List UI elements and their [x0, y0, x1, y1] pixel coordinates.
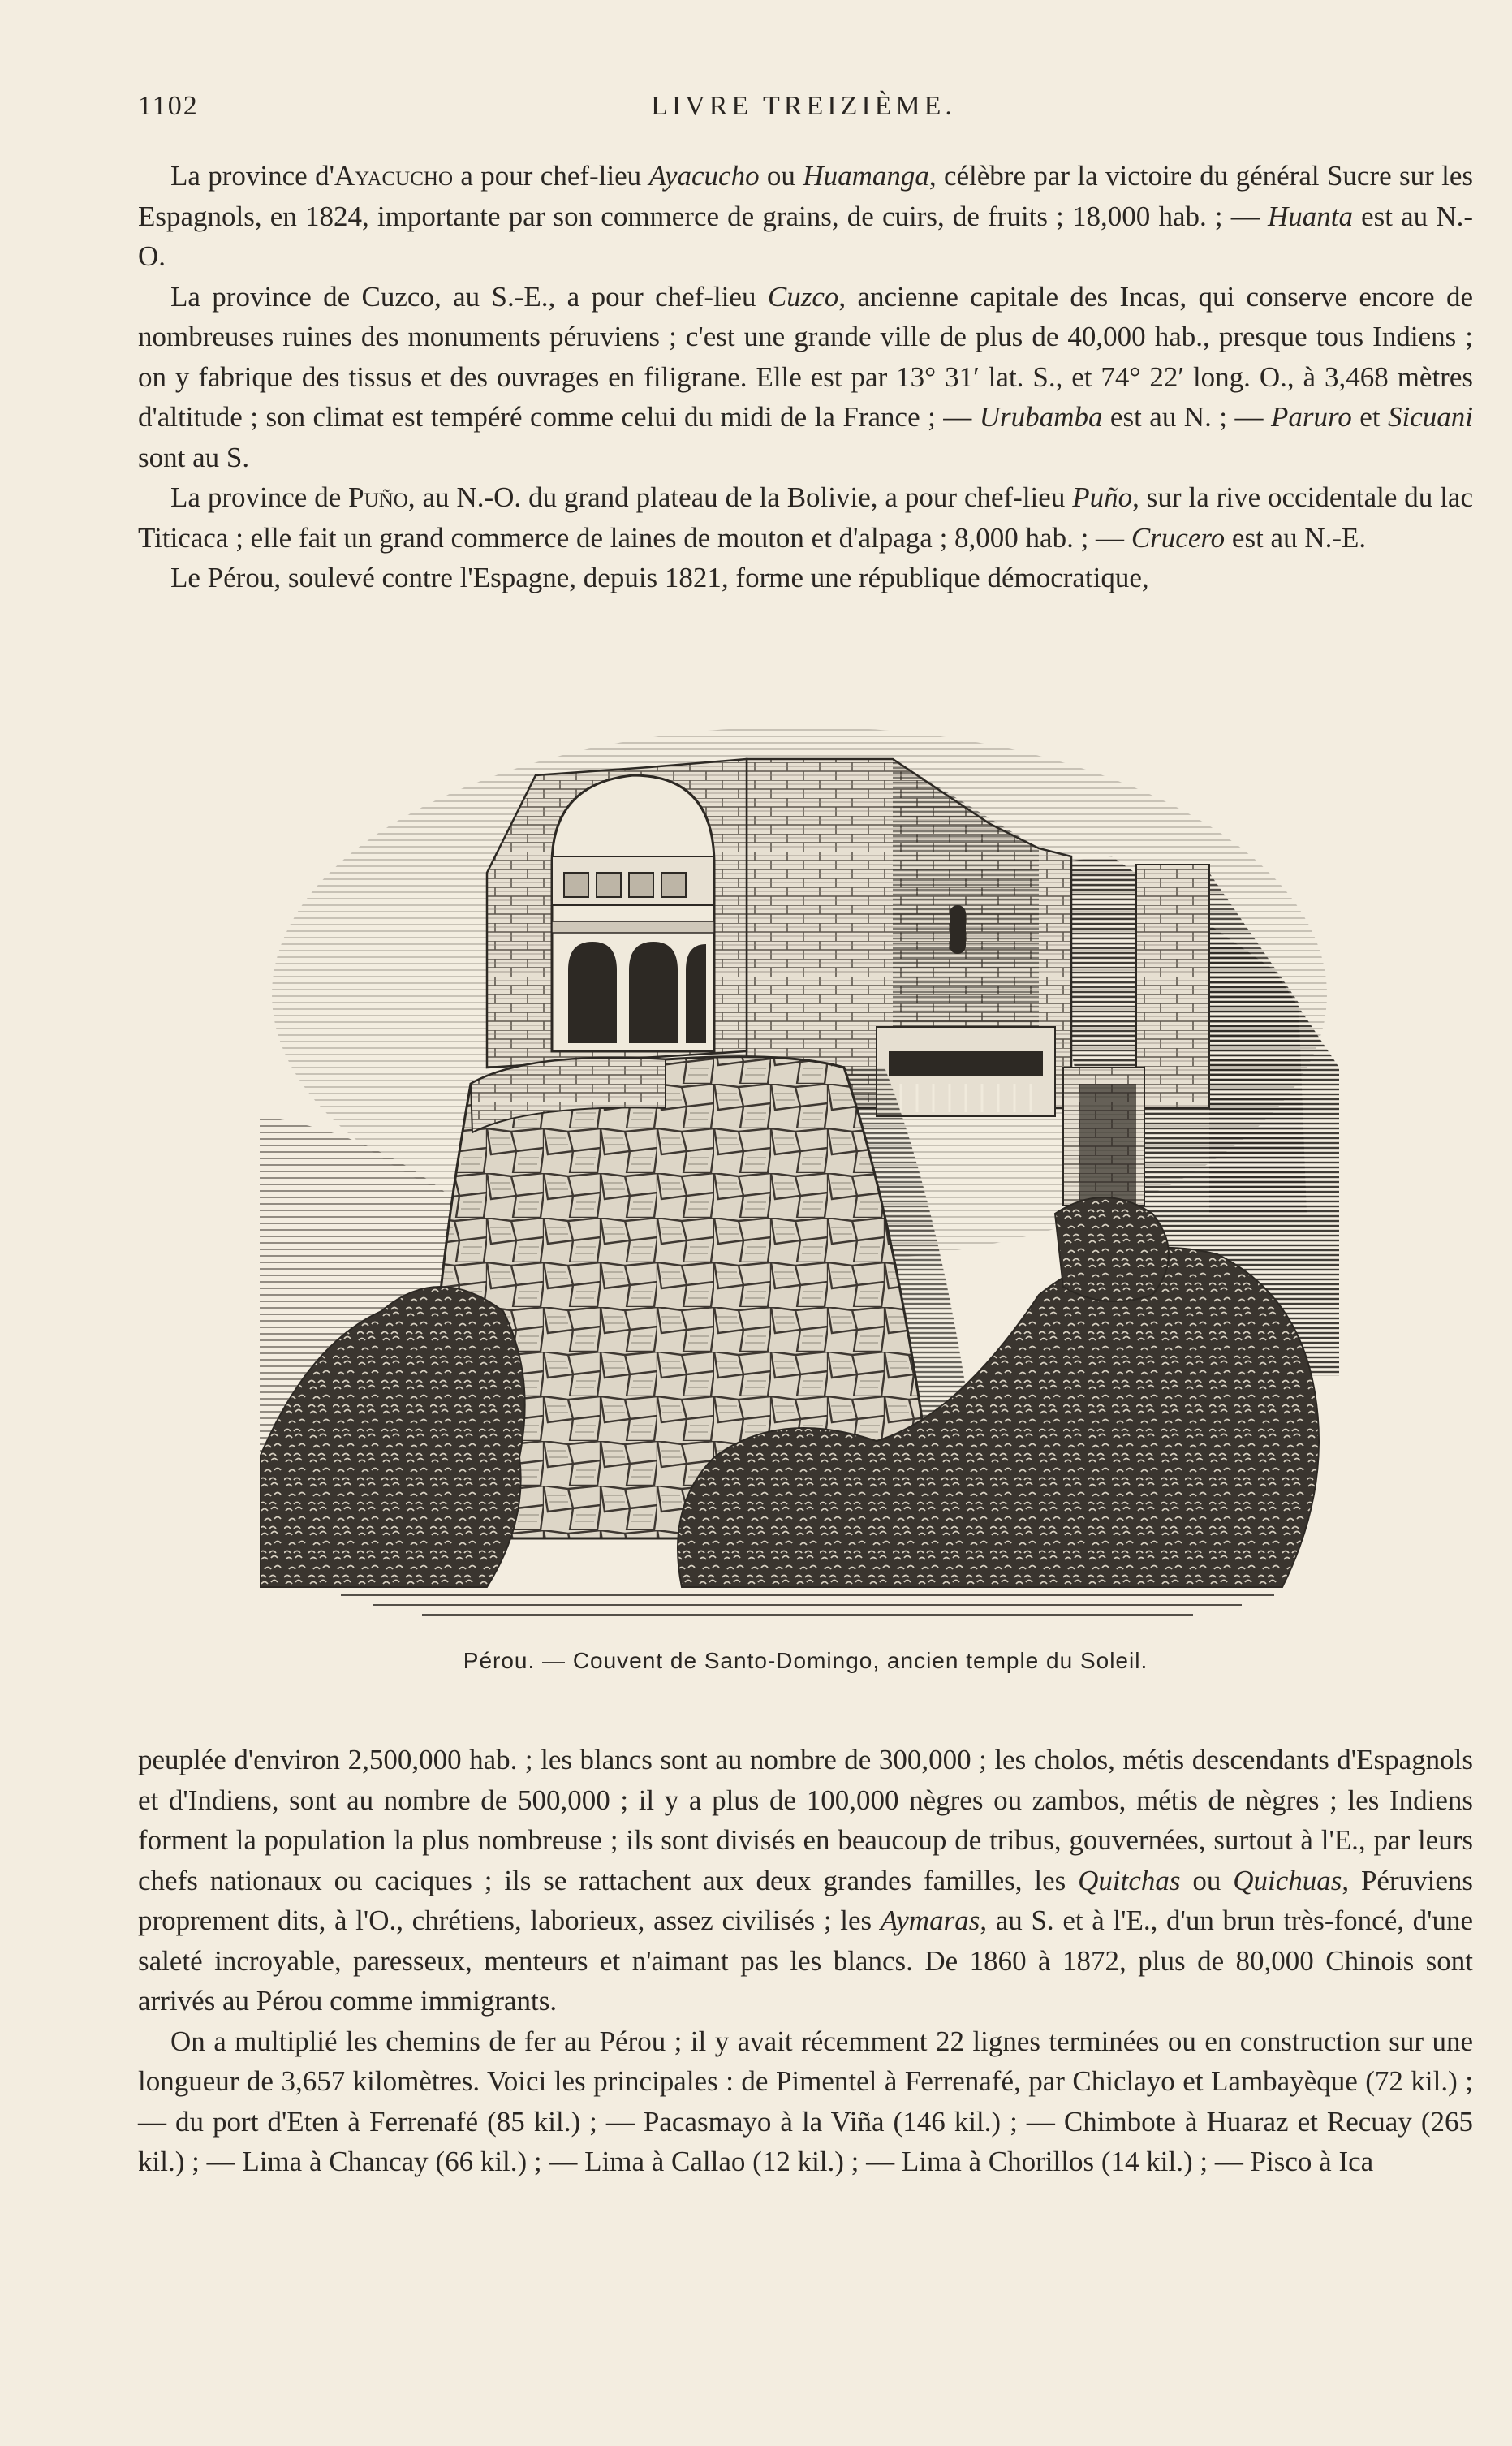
running-head: LIVRE TREIZIÈME.	[651, 91, 956, 121]
paragraph-chemins-de-fer: On a multiplié les chemins de fer au Pérou ; il y avait récemment 22 lignes terminées ou en construction sur une longueur de 3,657 kilomètres. Voici les principales : de Pimentel à Ferrenafé, par Chiclayo et Lambayèque (72 kil.) ; — du port d'Eten à Ferrenafé (85 kil.) ; — Pacasmayo à la Viña (146 kil.) ; — Chimbote à Huaraz et Recuay (265 kil.) ; — Lima à Chancay (66 kil.) ; — Lima à Callao (12 kil.) ; — Lima à Chorillos (14 kil.) ; — Pisco à Ica	[138, 2025, 1473, 2177]
paragraph-ayacucho: La province d'Ayacucho a pour chef-lieu Ayacucho ou Huamanga, célèbre par la victoire du général Sucre sur les Espagnols, en 1824, importante par son commerce de grains, de cuirs, de fruits ; 18,000 hab. ; — Huanta est au N.-O.	[138, 160, 1474, 272]
figure-caption: Pérou. — Couvent de Santo-Domingo, ancien temple du Soleil.	[463, 1648, 1148, 1673]
text-block-top	[138, 156, 1473, 598]
paragraph-republique: Le Pérou, soulevé contre l'Espagne, depuis 1821, forme une république démocratique,	[170, 562, 1149, 593]
paragraph-cuzco: La province de Cuzco, au S.-E., a pour chef-lieu Cuzco, ancienne capitale des Incas, qui conserve encore de nombreuses ruines des monuments péruviens ; c'est une grande ville de plus de 40,000 hab., presque tous Indiens ; on y fabrique des tissus et des ouvrages en filigrane. Elle est par 13° 31′ lat. S., et 74° 22′ long. O., à 3,468 mètres d'altitude ; son climat est tempéré comme celui du midi de la France ; — Urubamba est au N. ; — Paruro et Sicuani sont au S.	[138, 280, 1474, 473]
paragraph-population: peuplée d'environ 2,500,000 hab. ; les blancs sont au nombre de 300,000 ; les cholos, métis descendants d'Espagnols et d'Indiens, sont au nombre de 500,000 ; il y a plus de 100,000 nègres ou zambos, métis de nègres ; les Indiens forment la population la plus nombreuse ; ils sont divisés en beaucoup de tribus, gouvernées, surtout à l'E., par leurs chefs nationaux ou caciques ; ils se rattachent aux deux grandes familles, les Quitchas ou Quichuas, Péruviens proprement dits, à l'O., chrétiens, laborieux, assez civilisés ; les Aymaras, au S. et à l'E., d'un brun très-foncé, d'une saleté incroyable, paresseux, menteurs et n'aimant pas les blancs. De 1860 à 1872, plus de 80,000 Chinois sont arrivés au Pérou comme immigrants.	[138, 1744, 1474, 2017]
engraving-santo-domingo	[260, 727, 1339, 1628]
page-number: 1102	[138, 91, 199, 121]
page-header	[138, 91, 1469, 132]
paragraph-puno: La province de Puño, au N.-O. du grand plateau de la Bolivie, a pour chef-lieu Puño, sur la rive occidentale du lac Titicaca ; elle fait un grand commerce de laines de mouton et d'alpaga ; 8,000 hab. ; — Crucero est au N.-E.	[138, 481, 1474, 554]
text-block-bottom	[138, 1740, 1473, 2182]
